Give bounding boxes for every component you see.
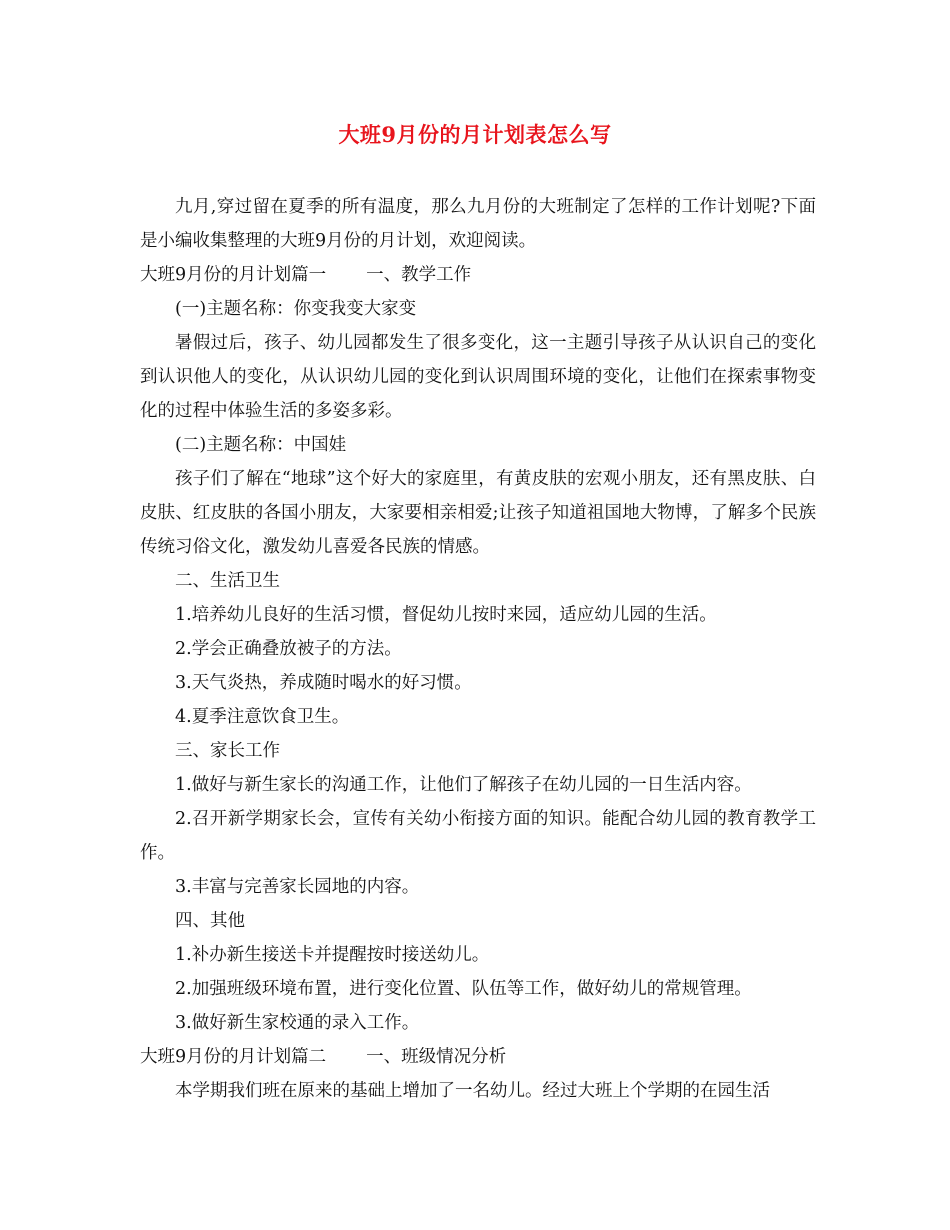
list-item: 1.补办新生接送卡并提醒按时接送幼儿。: [175, 945, 490, 965]
body-paragraph: 孩子们了解在“地球”这个好大的家庭里，有黄皮肤的宏观小朋友，还有黑皮肤、白皮肤、红皮肤的各国小朋友，大家要相亲相爱;让孩子知道祖国地大物博，了解多个民族传统习俗文化，激发幼儿喜爱各民族的情感。: [140, 469, 816, 557]
section-heading: 大班9月份的月计划篇二: [140, 1047, 327, 1067]
section-heading: 大班9月份的月计划篇一: [140, 265, 327, 285]
subsection-heading: 二、生活卫生: [175, 571, 280, 591]
section-heading-line: [140, 258, 816, 292]
section-subheading: 一、班级情况分析: [366, 1047, 507, 1067]
list-item: 1.做好与新生家长的沟通工作，让他们了解孩子在幼儿园的一日生活内容。: [175, 775, 752, 795]
list-item: 4.夏季注意饮食卫生。: [175, 707, 350, 727]
section-heading-line: [140, 1040, 816, 1074]
list-item: 3.丰富与完善家长园地的内容。: [175, 877, 420, 897]
list-item: 3.做好新生家校通的录入工作。: [175, 1013, 420, 1033]
list-item: 1.培养幼儿良好的生活习惯，督促幼儿按时来园，适应幼儿园的生活。: [175, 605, 717, 625]
list-item: 2.召开新学期家长会，宣传有关幼小衔接方面的知识。能配合幼儿园的教育教学工作。: [140, 809, 816, 863]
body-paragraph: 本学期我们班在原来的基础上增加了一名幼儿。经过大班上个学期的在园生活: [175, 1081, 770, 1101]
body-paragraph: 暑假过后，孩子、幼儿园都发生了很多变化，这一主题引导孩子从认识自己的变化到认识他人的变化，从认识幼儿园的变化到认识周围环境的变化，让他们在探索事物变化的过程中体验生活的多姿多彩。: [140, 333, 816, 421]
section-subheading: 一、教学工作: [366, 265, 472, 285]
document-title: 大班9月份的月计划表怎么写: [338, 122, 612, 147]
intro-paragraph: 九月,穿过留在夏季的所有温度，那么九月份的大班制定了怎样的工作计划呢?下面是小编收集整理的大班9月份的月计划，欢迎阅读。: [140, 197, 816, 251]
subsection-heading: 四、其他: [175, 911, 245, 931]
list-item: 3.天气炎热，养成随时喝水的好习惯。: [175, 673, 472, 693]
subtopic-heading: (一)主题名称：你变我变大家变: [175, 299, 417, 319]
document-body: [140, 190, 816, 1108]
subtopic-heading: (二)主题名称：中国娃: [175, 435, 347, 455]
list-item: 2.学会正确叠放被子的方法。: [175, 639, 402, 659]
subsection-heading: 三、家长工作: [175, 741, 280, 761]
list-item: 2.加强班级环境布置，进行变化位置、队伍等工作，做好幼儿的常规管理。: [175, 979, 752, 999]
